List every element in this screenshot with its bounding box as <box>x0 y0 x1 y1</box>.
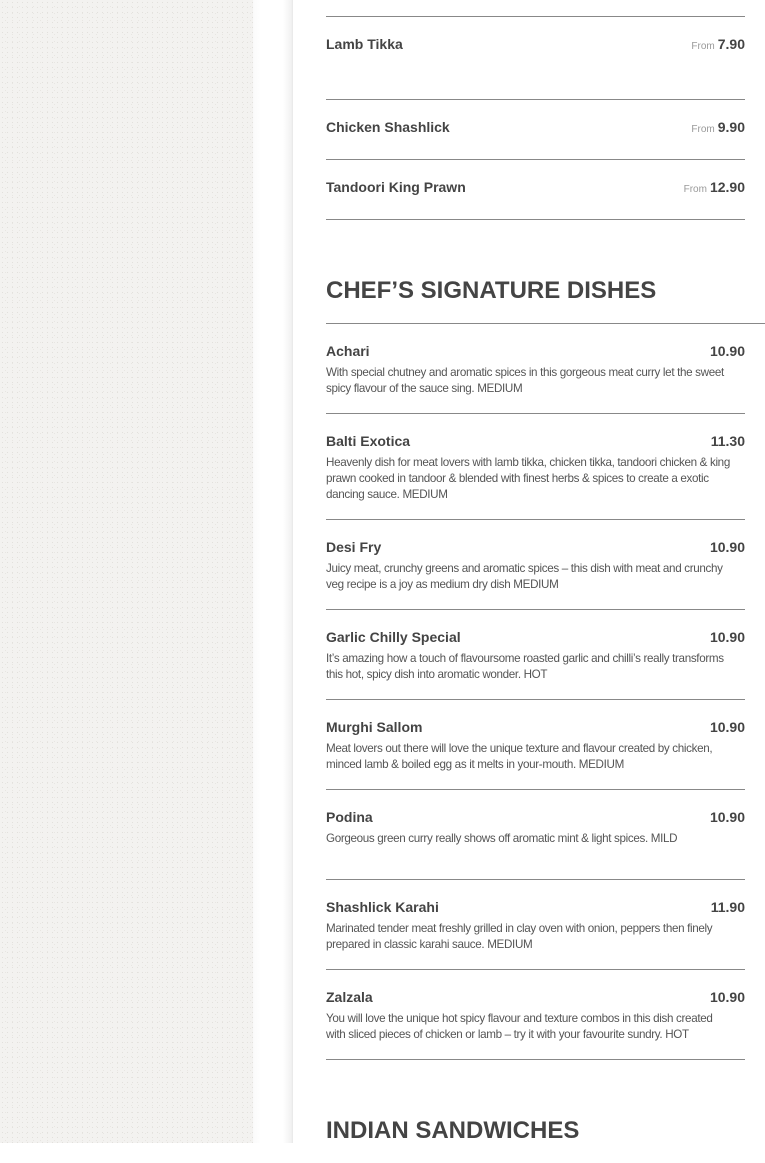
item-price: 10.90 <box>709 719 745 735</box>
item-price <box>691 118 745 139</box>
item-price <box>684 178 745 199</box>
item-description: Meat lovers out there will love the unique texture and flavour created by chicken, minced lamb & boiled egg as it melts in your-mouth. MEDIUM <box>326 741 713 771</box>
menu-item <box>326 16 745 99</box>
item-name: Tandoori King Prawn <box>326 179 466 195</box>
menu-item <box>326 789 745 879</box>
item-name: Desi Fry <box>326 539 382 555</box>
menu-panel <box>293 0 765 1143</box>
item-name: Podina <box>326 809 373 825</box>
item-name: Murghi Sallom <box>326 719 423 735</box>
section-heading: CHEF’S SIGNATURE DISHES <box>326 277 657 304</box>
from-label: From <box>683 184 707 195</box>
item-name: Lamb Tikka <box>326 36 403 52</box>
menu-item <box>326 699 745 789</box>
menu-list <box>326 16 745 1163</box>
menu-item <box>326 413 745 519</box>
item-price: 10.90 <box>709 539 745 555</box>
price-value: 9.90 <box>717 119 745 135</box>
divider <box>326 1059 745 1060</box>
menu-item <box>326 324 745 413</box>
item-name: Shashlick Karahi <box>326 899 439 915</box>
section-heading: INDIAN SANDWICHES <box>326 1117 580 1144</box>
menu-item <box>326 879 745 969</box>
price-value: 7.90 <box>717 36 745 52</box>
menu-item <box>326 609 745 699</box>
item-price <box>691 35 745 56</box>
item-description: With special chutney and aromatic spices in this gorgeous meat curry let the sweet spicy flavour of the sauce sing. MEDIUM <box>326 365 724 395</box>
textured-sidebar <box>0 0 253 1143</box>
item-description: Gorgeous green curry really shows off aromatic mint & light spices. MILD <box>326 831 678 845</box>
item-description: Marinated tender meat freshly grilled in clay oven with onion, peppers then finely prepared in classic karahi sauce. MEDIUM <box>326 921 713 951</box>
item-price: 10.90 <box>709 343 745 359</box>
item-description: Juicy meat, crunchy greens and aromatic spices – this dish with meat and crunchy veg recipe is a joy as medium dry dish MEDIUM <box>326 561 723 591</box>
item-name: Balti Exotica <box>326 433 411 449</box>
item-description: It’s amazing how a touch of flavoursome roasted garlic and chilli’s really transforms this hot, spicy dish into aromatic wonder. HOT <box>326 651 724 681</box>
item-price: 11.30 <box>710 433 745 449</box>
item-name: Garlic Chilly Special <box>326 629 461 645</box>
item-price: 10.90 <box>709 809 745 825</box>
menu-item <box>326 519 745 609</box>
item-price: 11.90 <box>710 899 745 915</box>
from-label: From <box>691 124 715 135</box>
panel-shadow <box>253 0 293 1143</box>
item-description: You will love the unique hot spicy flavour and texture combos in this dish created with sliced pieces of chicken or lamb – try it with your favourite sundry. HOT <box>326 1011 713 1041</box>
item-price: 10.90 <box>709 629 745 645</box>
item-description: Heavenly dish for meat lovers with lamb tikka, chicken tikka, tandoori chicken & king prawn cooked in tandoor & blended with finest herbs & spices to create a exotic dancing sauce. MEDIUM <box>326 455 730 501</box>
item-price: 10.90 <box>709 989 745 1005</box>
divider <box>326 219 745 220</box>
item-name: Zalzala <box>326 989 373 1005</box>
menu-item <box>326 99 745 159</box>
price-value: 12.90 <box>709 179 745 195</box>
menu-item <box>326 969 745 1059</box>
item-name: Achari <box>326 343 370 359</box>
from-label: From <box>691 41 715 52</box>
item-name: Chicken Shashlick <box>326 119 450 135</box>
menu-item <box>326 159 745 219</box>
